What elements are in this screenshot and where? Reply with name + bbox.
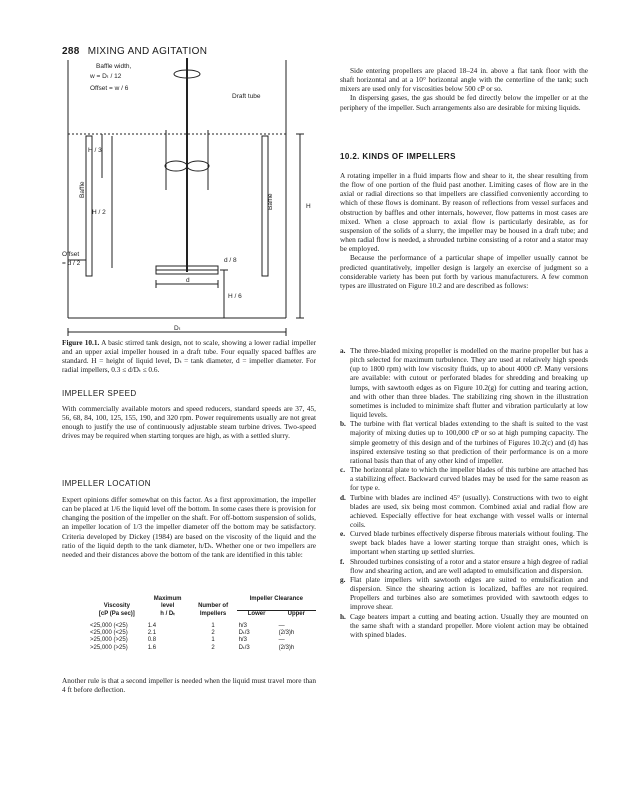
label-offset-left-eq: = d / 2: [62, 260, 81, 267]
list-item: c. The horizontal plate to which the impeller blades of this turbine are attached has a stabilizing effect. Backward curved blades may be used for the same reason as for type e.: [340, 465, 588, 493]
running-header: [62, 46, 207, 57]
heading-impeller-speed: IMPELLER SPEED: [62, 389, 137, 398]
figure-caption-label: Figure 10.1.: [62, 338, 100, 347]
th-lower: Lower: [237, 610, 277, 618]
baffle-left: [86, 136, 92, 276]
kinds-text-1: A rotating impeller in a fluid imparts flow and shear to it, the shear resulting from the flow of one portion of the fluid past another. Limiting cases of flow are in the axial or radial directions so that impellers are classified conveniently according to which of these flows is dominant. By reason of reflections from vessel surfaces and obstruction by baffles and other internals, however, flow patterns in most cases are mixed. When a close approach to axial flow is particularly desirable, as for suspension of the solids of a slurry, the impeller may be housed in a draft tube; and when radial flow is needed, a shrouded turbine consisting of a rotor and a stator may be employed.: [340, 171, 588, 254]
th-max-level-1: Maximum: [153, 596, 182, 602]
running-title: MIXING AND AGITATION: [87, 46, 208, 57]
th-max-level-2: level: [160, 603, 175, 609]
heading-kinds-of-impellers: 10.2. KINDS OF IMPELLERS: [340, 152, 456, 161]
label-baffle-right: Baffle: [267, 193, 274, 210]
after-table-paragraph: [62, 676, 316, 694]
figure-caption: [62, 338, 316, 374]
speed-text: With commercially available motors and speed reducers, standard speeds are 37, 45, 56, 68, 84, 100, 125, 155, 190, and 320 rpm. Power requirements usually are not great enough to justify the use of continuously adjustable steam turbine drives. Two-speed drives may be required when starting torques are high, as with a settled slurry.: [62, 404, 316, 441]
location-text: Expert opinions differ somewhat on this factor. As a first approximation, the impeller can be placed at 1/6 the liquid level off the bottom. In some cases there is provision for changing the position of the impeller on the shaft. For off-bottom suspension of solids, an impeller location of 1/3 the impeller diameter off the bottom may be satisfactory. Criteria developed by Dickey (1984) are based on the viscosity of the liquid and the ratio of the liquid depth to the tank diameter, h/Dₜ. Whether one or two impellers are needed and their distances above the bottom of the tank are identified in this table:: [62, 495, 316, 559]
th-clearance: Impeller Clearance: [249, 596, 303, 602]
th-number-2: Impellers: [199, 610, 227, 617]
list-item: e. Curved blade turbines effectively disperse fibrous materials without fouling. The swept back blades have a lower starting torque than straight ones, which is important when starting up settled slurries.: [340, 529, 588, 557]
location-paragraph: [62, 495, 316, 559]
list-item: g. Flat plate impellers with sawtooth edges are suited to emulsification and dispersion. Since the shearing action is localized, baffles are not required. Propellers and turbines also are sometimes provided with sawtooth edges to improve shear.: [340, 574, 588, 612]
label-offset-w: Offset = w / 6: [90, 85, 129, 92]
label-dt: Dₜ: [174, 325, 181, 332]
heading-impeller-location: IMPELLER LOCATION: [62, 479, 151, 488]
th-max-level-3: h / Dₜ: [160, 610, 176, 617]
speed-paragraph: [62, 404, 316, 441]
table-row: >25,000 (>25) 0.8 1 h/3 —: [90, 637, 285, 644]
label-draft-tube: Draft tube: [232, 93, 261, 100]
label-baffle-width: Baffle width,: [96, 63, 132, 70]
label-d8: d / 8: [224, 257, 237, 264]
axial-propeller-blade-right: [187, 161, 209, 171]
label-h6: H / 6: [228, 293, 242, 300]
table-row: >25,000 (>25) 1.6 2 Dₜ/3 (2/3)h: [90, 644, 295, 651]
table-row: <25,000 (<25) 2.1 2 Dₜ/3 (2/3)h: [90, 629, 295, 636]
th-viscosity-units: [cP (Pa sec)]: [98, 610, 135, 617]
label-baffle-width-eq: w = Dₜ / 12: [90, 73, 122, 80]
after-table-text: Another rule is that a second impeller is needed when the liquid must travel more than 4 ft before deflection.: [62, 676, 316, 695]
label-h3: H / 3: [88, 147, 102, 154]
right-intro: [340, 66, 588, 112]
label-baffle-left: Baffle: [79, 181, 86, 198]
th-upper: Upper: [277, 610, 316, 618]
intro-text: Side entering propellers are placed 18–24 in. above a flat tank floor with the shaft horizontal and at a 10° horizontal angle with the centerline of the tank; such mixers are used only for viscosities below 500 cP or so.: [340, 66, 588, 94]
list-item: b. The turbine with flat vertical blades extending to the shaft is suited to the vast majority of mixing duties up to 100,000 cP or so at high pumping capacity. The simple geometry of this design and of the turbines of Figures 10.2(c) and (d) has inspired extensive testing so that prediction of their performance is on a more rational basis than that of any other kind of impeller.: [340, 419, 588, 465]
figure-10-1-diagram: [62, 58, 316, 338]
figure-caption-text: A basic stirred tank design, not to scale, showing a lower radial impeller and an upper axial impeller housed in a draft tube. Four equally spaced baffles are standard. H = height of liquid level, Dₜ = tank diameter, d = impeller diameter. For radial impellers, 0.3 ≤ d/Dₜ ≤ 0.6.: [62, 338, 317, 374]
th-viscosity: Viscosity: [103, 603, 130, 609]
label-h2: H / 2: [92, 209, 106, 216]
kinds-body: [340, 171, 588, 290]
kinds-text-2: Because the performance of a particular shape of impeller usually cannot be predicted quantitatively, impeller design is largely an exercise of judgment so a considerable variety has been put forth by various manufacturers. A few common types are illustrated on Figure 10.2 and are described as follows:: [340, 253, 588, 290]
impeller-types-list: [340, 346, 588, 639]
label-offset-left: Offset: [62, 251, 80, 258]
axial-propeller-blade-left: [165, 161, 187, 171]
list-item: f. Shrouded turbines consisting of a rotor and a stator ensure a high degree of radial flow and shearing action, and are well adapted to emulsification and dispersion.: [340, 556, 588, 575]
th-number-1: Number of: [198, 603, 229, 609]
list-item: d. Turbine with blades are inclined 45° (usually). Constructions with two to eight blades are used, six being most common. Combined axial and radial flow are achieved. Especially effective for heat exchange with vessel walls or internal coils.: [340, 492, 588, 529]
gas-text: In dispersing gases, the gas should be fed directly below the impeller or at the periphery of the impeller. Such arrangements also are desirable for mixing liquids.: [340, 93, 588, 112]
table-row: <25,000 (<25) 1.4 1 h/3 —: [90, 622, 285, 629]
impeller-clearance-table: [88, 596, 316, 652]
page-number: 288: [62, 46, 80, 57]
list-item: a. The three-bladed mixing propeller is modelled on the marine propeller but has a pitch selected for maximum turbulence. They are used at relatively high speeds (up to 1800 rpm) with low viscosity fluids, up to about 4000 cP. Many versions are available: with cutout or perforated blades for shredding and breaking up lumps, with sawtooth edges as on Figure 10.2(g) for cutting and tearing action, and with other than three blades. The stabilizing ring shown in the illustration sometimes is included to minimize shaft flutter and vibration particularly at low liquid levels.: [340, 346, 588, 420]
list-item: h. Cage beaters impart a cutting and beating action. Usually they are mounted on the same shaft with a standard propeller. More violent action may be obtained with spined blades.: [340, 611, 588, 639]
label-d: d: [186, 277, 190, 284]
label-h: H: [306, 203, 311, 210]
